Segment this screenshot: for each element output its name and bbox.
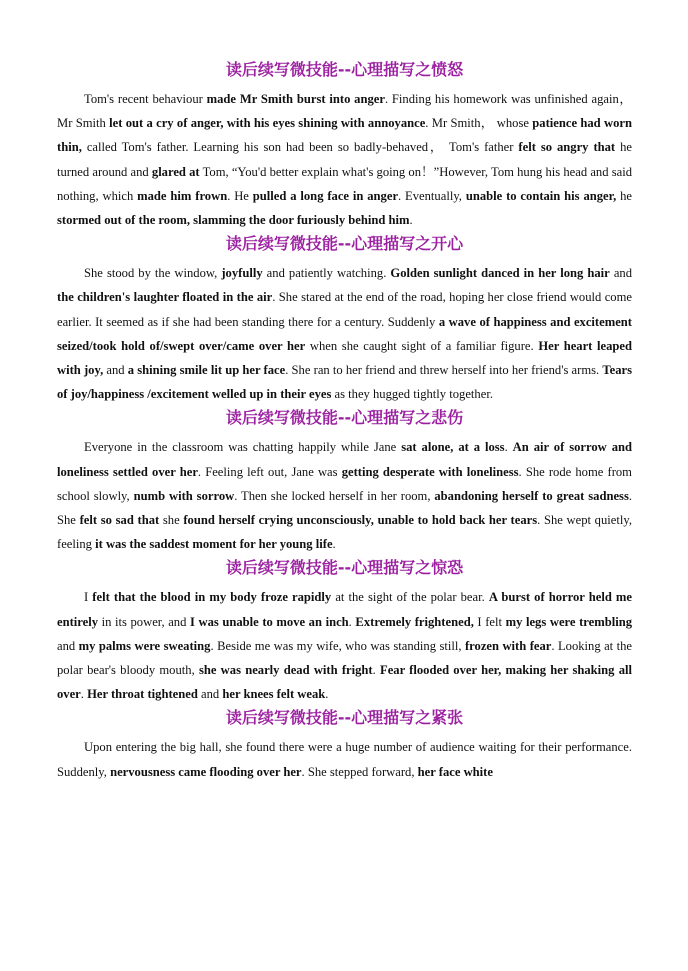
key-phrase: A burst of horror held me entirely — [57, 590, 633, 629]
text-run: as they hugged tightly together. — [331, 387, 493, 402]
paragraph — [57, 87, 632, 232]
text-run: Everyone in the classroom was chatting happily while Jane — [84, 440, 402, 455]
text-run: . Beside me was my wife, who was standing still, — [210, 638, 465, 653]
text-run: and — [57, 638, 79, 653]
key-phrase: stormed out of the room, slamming the door furiously behind him — [57, 213, 410, 228]
text-run: . — [80, 687, 88, 702]
text-run: . — [372, 663, 381, 678]
text-run: . She wept quietly, feeling — [57, 513, 632, 552]
text-run: in its power, and — [98, 614, 190, 629]
text-run: . She stared at the end of the road, hoping her close friend would come earlier. It seemed as if she had been standing there for a century. Suddenly — [57, 290, 632, 329]
text-run: . She — [57, 488, 632, 528]
text-run: She stood by the window, — [84, 266, 222, 281]
key-phrase: Golden sunlight danced in her long hair — [390, 266, 610, 281]
key-phrase: nervousness came flooding over her — [110, 764, 302, 779]
text-run: . She ran to her friend and threw herself into her friend's arms. — [285, 363, 603, 378]
text-run: . She rode home from school slowly, — [57, 464, 632, 503]
text-run: I — [84, 590, 93, 605]
key-phrase: numb with sorrow — [133, 488, 235, 503]
text-run: . — [348, 614, 356, 629]
text-run: and — [197, 687, 223, 702]
section-title: 读后续写微技能--心理描写之惊恐 — [225, 558, 464, 578]
key-phrase: my palms were sweating — [78, 638, 211, 653]
key-phrase: An air of sorrow and loneliness settled over her — [57, 440, 633, 479]
text-run: at the sight of the polar bear. — [331, 590, 489, 605]
key-phrase: made Mr Smith burst into anger — [206, 92, 385, 106]
key-phrase: frozen with fear — [464, 638, 552, 653]
section-title: 读后续写微技能--心理描写之紧张 — [225, 708, 464, 728]
text-run: . Feeling left out, Jane was — [197, 464, 342, 479]
section-fear — [57, 556, 632, 706]
text-run: he turned around and — [57, 140, 632, 179]
text-run: . — [409, 213, 413, 228]
key-phrase: patience had worn thin, — [57, 116, 632, 155]
key-phrase: unable to contain his anger, — [465, 188, 617, 203]
key-phrase: Her throat tightened — [87, 687, 198, 702]
paragraph — [57, 435, 632, 556]
section-title: 读后续写微技能--心理描写之愤怒 — [225, 60, 464, 79]
key-phrase: I was unable to move an inch — [189, 614, 349, 629]
key-phrase: Fear flooded over her, making her shaking all over — [57, 663, 633, 702]
section-anger — [57, 58, 632, 232]
key-phrase: felt that the blood in my body froze rapidly — [92, 590, 332, 605]
text-run: . — [504, 440, 513, 455]
key-phrase: getting desperate with loneliness — [341, 464, 519, 479]
key-phrase: her knees felt weak — [222, 687, 326, 702]
key-phrase: found herself crying unconsciously, unable to hold back her tears — [183, 513, 538, 528]
paragraph — [57, 735, 632, 783]
section-title: 读后续写微技能--心理描写之开心 — [225, 234, 464, 254]
key-phrase: Tears of joy/happiness /excitement welled up in their eyes — [57, 363, 632, 402]
key-phrase: joyfully — [221, 266, 263, 281]
text-run: . Finding his homework was unfinished again， Mr Smith — [57, 92, 633, 131]
key-phrase: a shining smile lit up her face — [127, 363, 286, 378]
text-run: I felt — [473, 614, 506, 629]
key-phrase: felt so angry that — [518, 140, 616, 155]
key-phrase: felt so sad that — [79, 513, 160, 528]
section-nervousness — [57, 706, 632, 783]
text-run: . She stepped forward, — [301, 764, 418, 779]
text-run: . Mr Smith， whose — [425, 116, 533, 131]
key-phrase: sat alone, at a loss — [401, 440, 505, 455]
text-run: and — [103, 363, 128, 378]
section-title: 读后续写微技能--心理描写之悲伤 — [225, 408, 464, 428]
text-run: . — [325, 687, 329, 702]
text-run: Tom's recent behaviour — [84, 92, 207, 106]
text-run: . Looking at the polar bear's bloody mouth, — [57, 638, 633, 678]
key-phrase: it was the saddest moment for her young life — [95, 537, 333, 552]
paragraph — [57, 585, 632, 706]
text-run: . Then she locked herself in her room, — [234, 488, 435, 503]
key-phrase: made him frown — [137, 188, 228, 203]
paragraph — [57, 261, 632, 406]
text-run: she — [159, 513, 184, 528]
text-run: he — [616, 188, 632, 203]
key-phrase: her face white — [417, 764, 493, 779]
key-phrase: she was nearly dead with fright — [198, 663, 373, 678]
section-happiness — [57, 232, 632, 406]
key-phrase: a wave of happiness and excitement seized/took hold of/swept over/came over her — [57, 314, 632, 353]
text-run: . — [332, 537, 336, 552]
key-phrase: my legs were trembling — [505, 614, 633, 629]
key-phrase: pulled a long face in anger — [252, 188, 399, 203]
key-phrase: the children's laughter floated in the air — [57, 290, 273, 305]
text-run: and — [609, 266, 633, 281]
text-run: called Tom's father. Learning his son had been so badly-behaved， Tom's father — [81, 140, 519, 155]
key-phrase: glared at — [151, 164, 200, 179]
text-run: . Eventually, — [398, 188, 466, 203]
text-run: and patiently watching. — [262, 266, 391, 281]
key-phrase: Extremely frightened, — [355, 614, 474, 629]
text-run: Upon entering the big hall, she found there were a huge number of audience waiting for their performance. Suddenly, — [57, 740, 632, 779]
text-run: when she caught sight of a familiar figure. — [305, 338, 539, 353]
section-sadness — [57, 406, 632, 556]
text-run: Tom, “You'd better explain what's going on！”However, Tom hung his head and said nothing, which — [57, 164, 632, 203]
key-phrase: abandoning herself to great sadness — [434, 488, 629, 503]
key-phrase: Her heart leaped with joy, — [57, 338, 633, 378]
key-phrase: let out a cry of anger, with his eyes shining with annoyance — [109, 116, 426, 131]
text-run: . He — [227, 188, 253, 203]
